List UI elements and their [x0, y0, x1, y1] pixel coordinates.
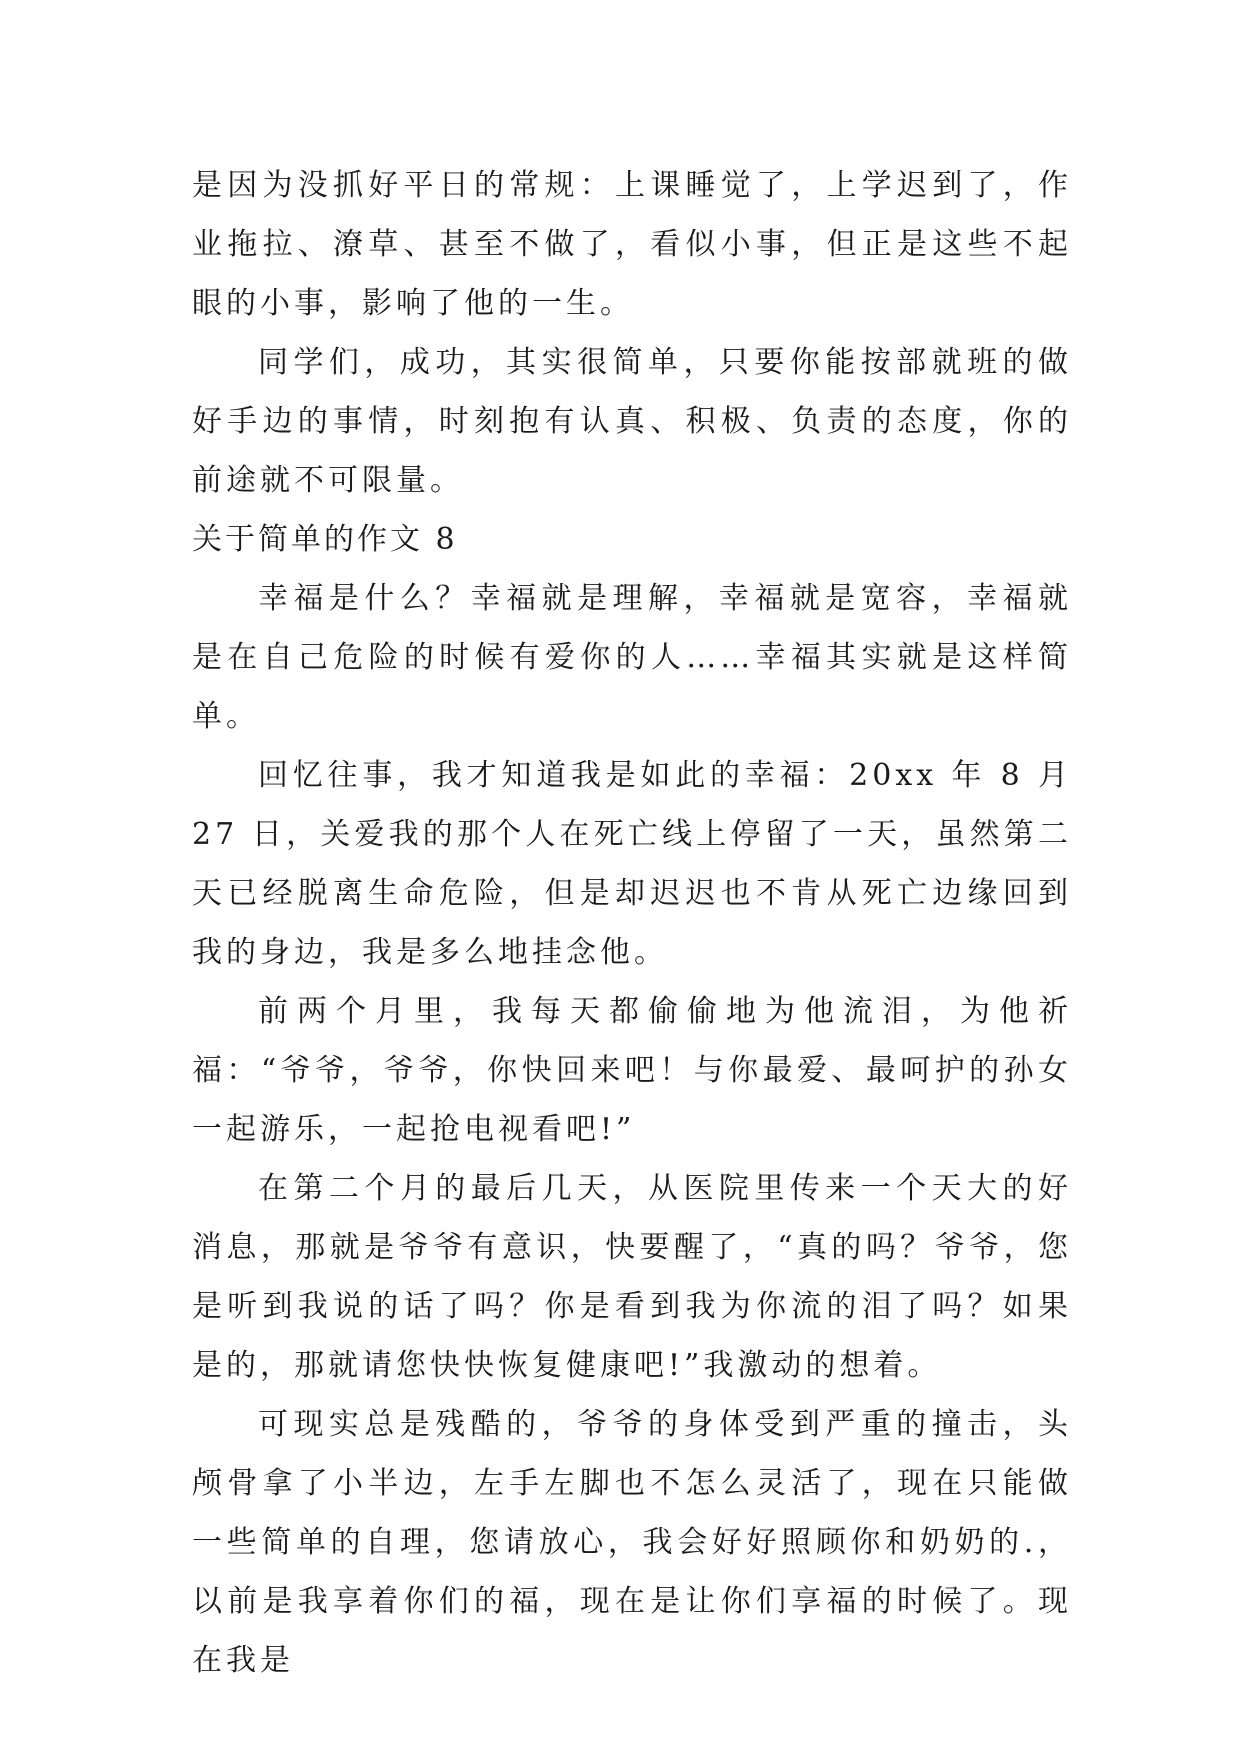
document-body: [192, 156, 1072, 1690]
paragraph: 同学们，成功，其实很简单，只要你能按部就班的做好手边的事情，时刻抱有认真、积极、负责的态度，你的前途就不可限量。: [192, 345, 1072, 498]
paragraph: 回忆往事，我才知道我是如此的幸福：20xx 年 8 月 27 日，关爱我的那个人在死亡线上停留了一天，虽然第二天已经脱离生命危险，但是却迟迟也不肯从死亡边缘回到我的身边，我是多么地挂念他。: [192, 758, 1072, 970]
paragraph: 是因为没抓好平日的常规：上课睡觉了，上学迟到了，作业拖拉、潦草、甚至不做了，看似小事，但正是这些不起眼的小事，影响了他的一生。: [192, 168, 1072, 321]
paragraph: 幸福是什么？幸福就是理解，幸福就是宽容，幸福就是在自己危险的时候有爱你的人……幸福其实就是这样简单。: [192, 581, 1072, 734]
paragraph: 在第二个月的最后几天，从医院里传来一个天大的好消息，那就是爷爷有意识，快要醒了，“真的吗？爷爷，您是听到我说的话了吗？你是看到我为你流的泪了吗？如果是的，那就请您快快恢复健康吧!”我激动的想着。: [192, 1171, 1072, 1383]
paragraph: 前两个月里，我每天都偷偷地为他流泪，为他祈福：“爷爷，爷爷，你快回来吧！与你最爱、最呵护的孙女一起游乐，一起抢电视看吧!”: [192, 994, 1072, 1147]
paragraph: 可现实总是残酷的，爷爷的身体受到严重的撞击，头颅骨拿了小半边，左手左脚也不怎么灵活了，现在只能做一些简单的自理，您请放心，我会好好照顾你和奶奶的.，以前是我享着你们的福，现在是让你们享福的时候了。现在我是: [192, 1407, 1072, 1678]
section-heading: 关于简单的作文 8: [192, 522, 458, 557]
